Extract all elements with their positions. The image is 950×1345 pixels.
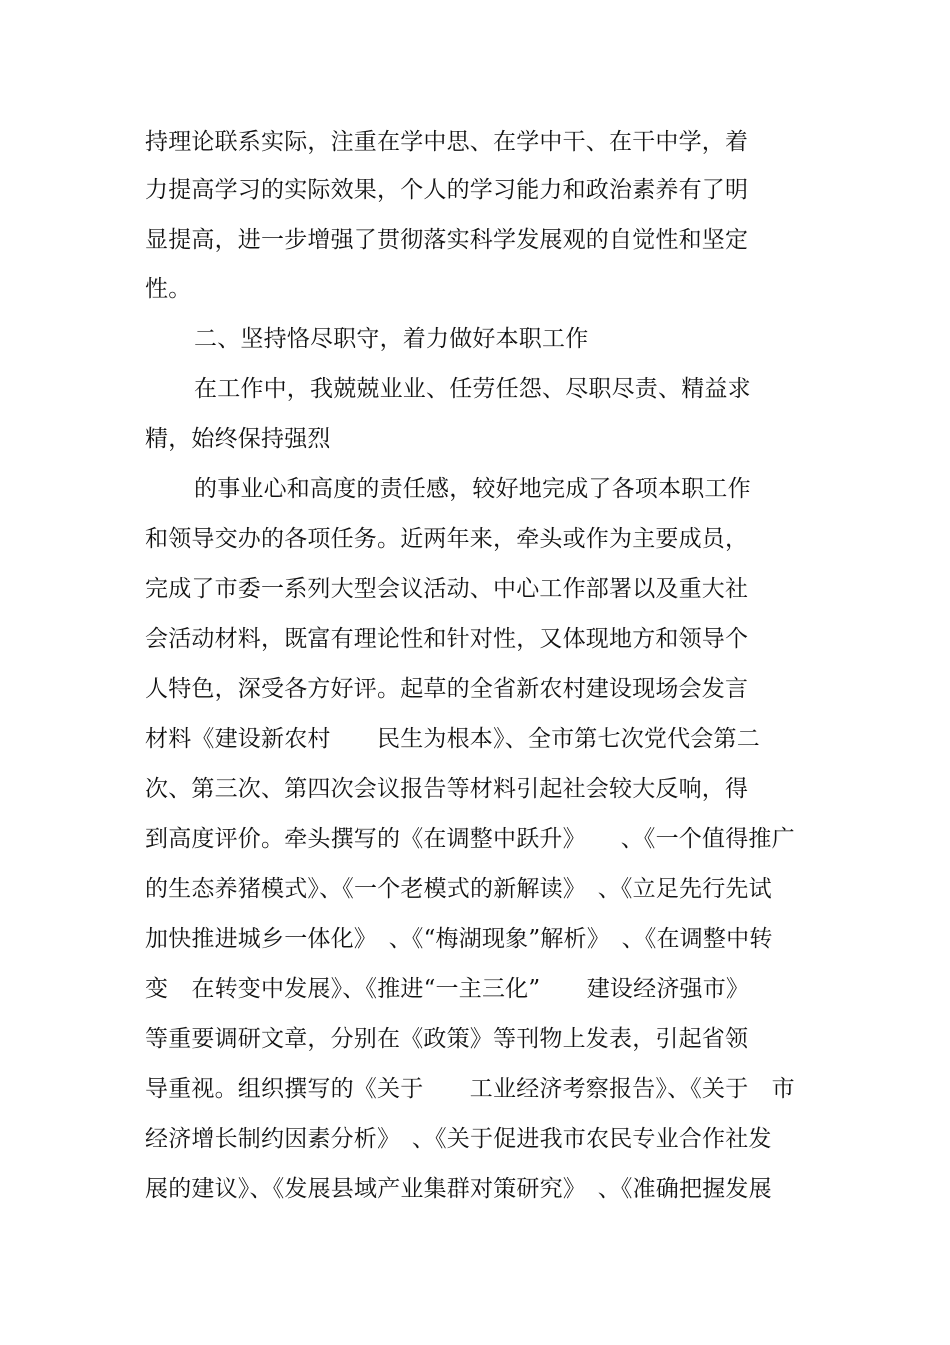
text-line: 的事业心和高度的责任感，较好地完成了各项本职工作 xyxy=(194,476,751,502)
text-line: 性。 xyxy=(145,276,192,302)
section-heading: 二、坚持恪尽职守，着力做好本职工作 xyxy=(194,326,589,352)
text-line: 精，始终保持强烈 xyxy=(145,426,331,452)
text-line: 完成了市委一系列大型会议活动、中心工作部署以及重大社 xyxy=(145,576,749,602)
text-line: 和领导交办的各项任务。近两年来，牵头或作为主要成员， xyxy=(145,526,749,552)
text-line: 显提高，进一步增强了贯彻落实科学发展观的自觉性和坚定 xyxy=(145,227,749,253)
text-line: 力提高学习的实际效果，个人的学习能力和政治素养有了明 xyxy=(145,177,749,203)
text-line: 的生态养猪模式》、《一个老模式的新解读》 、《立足先行先试 xyxy=(145,876,772,902)
text-line: 人特色，深受各方好评。起草的全省新农村建设现场会发言 xyxy=(145,676,749,702)
text-line: 到高度评价。牵头撰写的《在调整中跃升》 、《一个值得推广 xyxy=(145,826,795,852)
text-line: 加快推进城乡一体化》 、《“梅湖现象”解析》 、《在调整中转 xyxy=(145,926,773,952)
text-line: 次、第三次、第四次会议报告等材料引起社会较大反响，得 xyxy=(145,776,749,802)
text-line: 变 在转变中发展》、《推进“一主三化” 建设经济强市》 xyxy=(145,976,750,1002)
text-line: 在工作中，我兢兢业业、任劳任怨、尽职尽责、精益求 xyxy=(194,376,751,402)
text-line: 等重要调研文章，分别在《政策》等刊物上发表，引起省领 xyxy=(145,1026,749,1052)
text-line: 导重视。组织撰写的《关于 工业经济考察报告》、《关于 市 xyxy=(145,1076,795,1102)
text-line: 材料《建设新农村 民生为根本》、全市第七次党代会第二 xyxy=(145,726,760,752)
text-line: 展的建议》、《发展县域产业集群对策研究》 、《准确把握发展 xyxy=(145,1176,772,1202)
text-line: 经济增长制约因素分析》 、《关于促进我市农民专业合作社发 xyxy=(145,1126,772,1152)
text-line: 持理论联系实际，注重在学中思、在学中干、在干中学，着 xyxy=(145,129,749,155)
text-line: 会活动材料，既富有理论性和针对性，又体现地方和领导个 xyxy=(145,626,749,652)
